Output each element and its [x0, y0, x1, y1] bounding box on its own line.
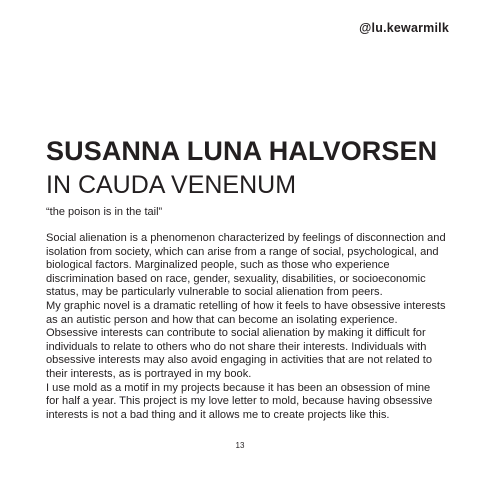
work-title: IN CAUDA VENENUM [46, 171, 297, 199]
social-handle: @lu.kewarmilk [359, 21, 449, 35]
body-paragraph: Social alienation is a phenomenon characterized by feelings of disconnection and isolation from society, which can arise from a range of social, psychological, and biological factors. Marginalized people, such as those who experience discrimination based on race, gender, sexuality, disabilities, or socioeconomic status, may be particularly vulnerable to social alienation from peers. [46, 232, 446, 299]
author-name: SUSANNA LUNA HALVORSEN [46, 136, 438, 166]
page-number: 13 [235, 441, 245, 450]
tagline: “the poison is in the tail” [46, 206, 163, 218]
body-paragraph: I use mold as a motif in my projects because it has been an obsession of mine for half a year. This project is my love letter to mold, because having obsessive interests is not a bad thing and it allows me to create projects like this. [46, 381, 433, 421]
body-text [46, 232, 446, 422]
body-paragraph: My graphic novel is a dramatic retelling of how it feels to have obsessive interests as an autistic person and how that can become an isolating experience. Obsessive interests can contribute to social alienation by making it difficult for individuals to relate to others who do not share their interests. Individuals with obsessive interests may also avoid engaging in activities that are not related to their interests, as is portrayed in my book. [46, 299, 446, 380]
